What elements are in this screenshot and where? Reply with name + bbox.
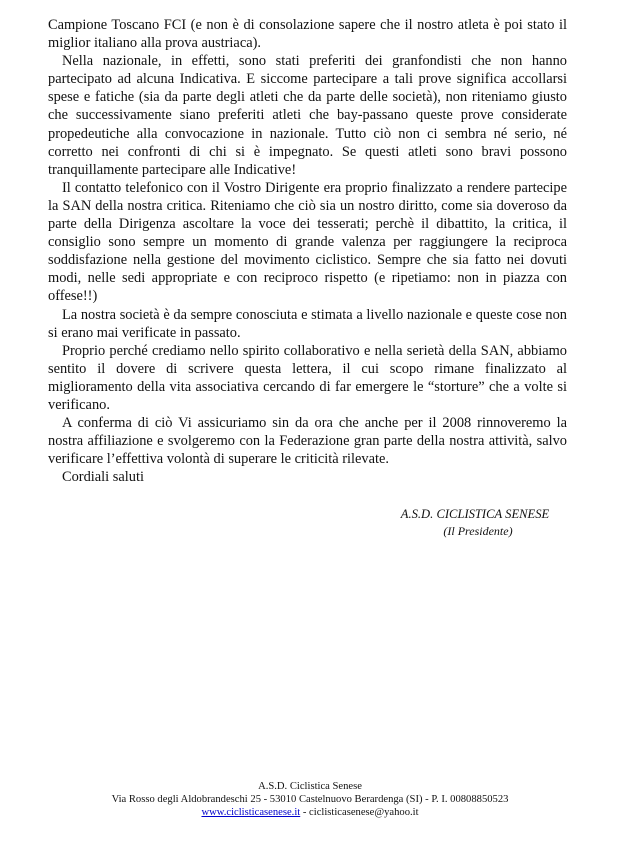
- paragraph-3: Il contatto telefonico con il Vostro Dirigente era proprio finalizzato a rendere partecipe la SAN della nostra critica. Riteniamo che ciò sia un nostro diritto, come sia doveroso da parte della Dirigenza ascoltare la voce dei tesserati; perchè il dibattito, la critica, il consiglio sono sempre un momento di grande valenza per raggiungere la reciproca soddisfazione nella gestione del movimento ciclistico. Sempre che sia fatto nei dovuti modi, nelle sedi appropriate e con reciproco rispetto (e ripetiamo: non in piazza con offese!!): [48, 179, 567, 305]
- letter-body: [48, 16, 567, 486]
- closing-salutation: Cordiali saluti: [62, 469, 144, 486]
- paragraph-6: A conferma di ciò Vi assicuriamo sin da ora che anche per il 2008 rinnoveremo la nostra affiliazione e svolgeremo con la Federazione gran parte della nostra attività, salvo verificare l’effettiva volontà di superare le criticità rilevate.: [48, 415, 567, 468]
- page-footer: [90, 781, 530, 819]
- paragraph-1: Campione Toscano FCI (e non è di consolazione sapere che il nostro atleta è poi stato il miglior italiano alla prova austriaca).: [48, 17, 567, 52]
- footer-organization-name: A.S.D. Ciclistica Senese: [258, 781, 362, 792]
- signature-organization: A.S.D. CICLISTICA SENESE: [400, 507, 550, 521]
- signature-role: (Il Presidente): [443, 524, 513, 538]
- paragraph-4: La nostra società è da sempre conosciuta e stimata a livello nazionale e queste cose non si erano mai verificate in passato.: [48, 306, 567, 341]
- footer-contacts: [90, 807, 530, 820]
- email-address: ciclisticasenese@yahoo.it: [309, 806, 419, 818]
- footer-address: Via Rosso degli Aldobrandeschi 25 - 53010 Castelnuovo Berardenga (SI) - P. I. 00808850523: [111, 793, 509, 805]
- paragraph-5: Proprio perché crediamo nello spirito collaborativo e nella serietà della SAN, abbiamo sentito il dovere di scrivere questa lettera, il cui scopo rimane finalizzato al miglioramento della vita associativa cercando di far emergere le “storture” che a volte si verificano.: [48, 342, 567, 413]
- signature-block: [360, 506, 590, 540]
- paragraph-2: Nella nazionale, in effetti, sono stati preferiti dei granfondisti che non hanno partecipato ad alcuna Indicativa. E siccome partecipare a tali prove significa accollarsi spese e fatiche (sia da parte degli atleti che da parte delle società), non riteniamo giusto che successivamente siano preferiti atleti che bay-passano queste prove considerate propedeutiche alla convocazione in nazionale. Tutto ciò non ci sembra né serio, né corretto nei confronti di chi si è impegnato. Se questi atleti sono bravi possono tranquillamente partecipare alle Indicative!: [48, 53, 567, 178]
- footer-separator: -: [300, 806, 310, 818]
- website-link[interactable]: www.ciclisticasenese.it: [201, 806, 301, 818]
